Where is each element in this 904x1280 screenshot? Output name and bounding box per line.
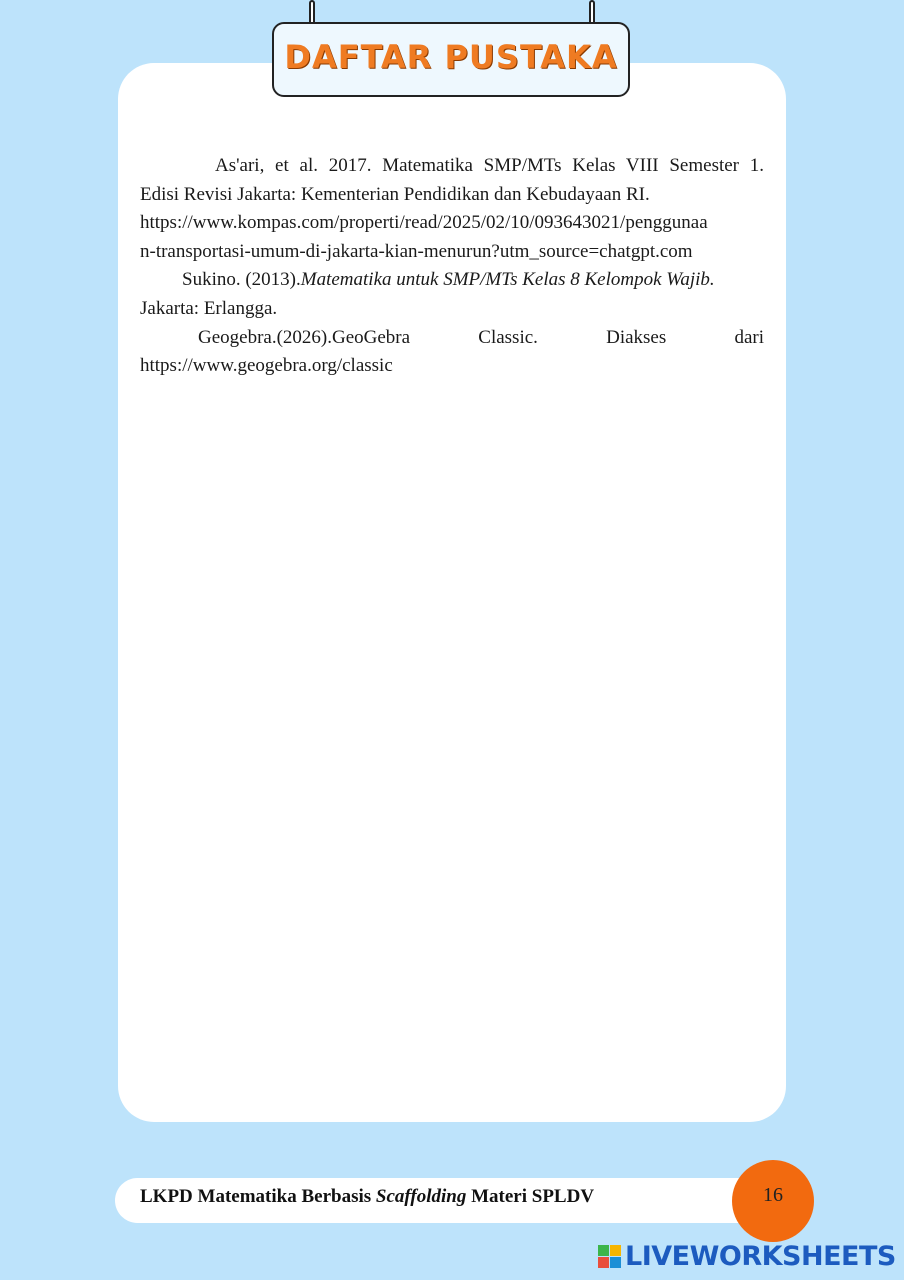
reference-link: https://www.kompas.com/properti/read/2025/02/10/093643021/penggunaa: [140, 212, 708, 234]
reference-text: Jakarta: Erlangga.: [140, 297, 278, 319]
footer-text-start: LKPD Matematika Berbasis: [140, 1186, 376, 1207]
page-title: DAFTAR PUSTAKA: [284, 37, 618, 76]
liveworksheets-watermark[interactable]: [598, 1240, 896, 1272]
reference-book-title: Matematika untuk SMP/MTs Kelas 8 Kelompok Wajib.: [300, 269, 715, 291]
reference-link: https://www.geogebra.org/classic: [140, 355, 393, 377]
reference-text: Edisi Revisi Jakarta: Kementerian Pendidikan dan Kebudayaan RI.: [140, 183, 650, 205]
reference-item: [140, 324, 764, 353]
reference-word: Diakses: [606, 326, 667, 348]
reference-text: As'ari, et al. 2017. Matematika SMP/MTs Kelas VIII Semester 1.: [215, 155, 764, 176]
footer-title: [140, 1186, 594, 1208]
reference-author: Sukino. (2013).: [182, 269, 301, 291]
liveworksheets-logo-icon: [598, 1245, 621, 1268]
reference-word: dari: [734, 326, 764, 348]
reference-item: [140, 266, 764, 295]
footer-text-end: Materi SPLDV: [466, 1186, 595, 1207]
reference-item: [140, 152, 764, 181]
footer-text-italic: Scaffolding: [375, 1186, 467, 1207]
reference-word: Classic.: [478, 326, 538, 348]
reference-list: [140, 152, 764, 381]
title-tab: [272, 22, 630, 97]
watermark-text: LIVEWORKSHEETS: [625, 1240, 896, 1272]
page-number: 16: [763, 1184, 783, 1206]
reference-link: n-transportasi-umum-di-jakarta-kian-menurun?utm_source=chatgpt.com: [140, 240, 693, 262]
reference-word: Geogebra.(2026).GeoGebra: [198, 326, 411, 348]
